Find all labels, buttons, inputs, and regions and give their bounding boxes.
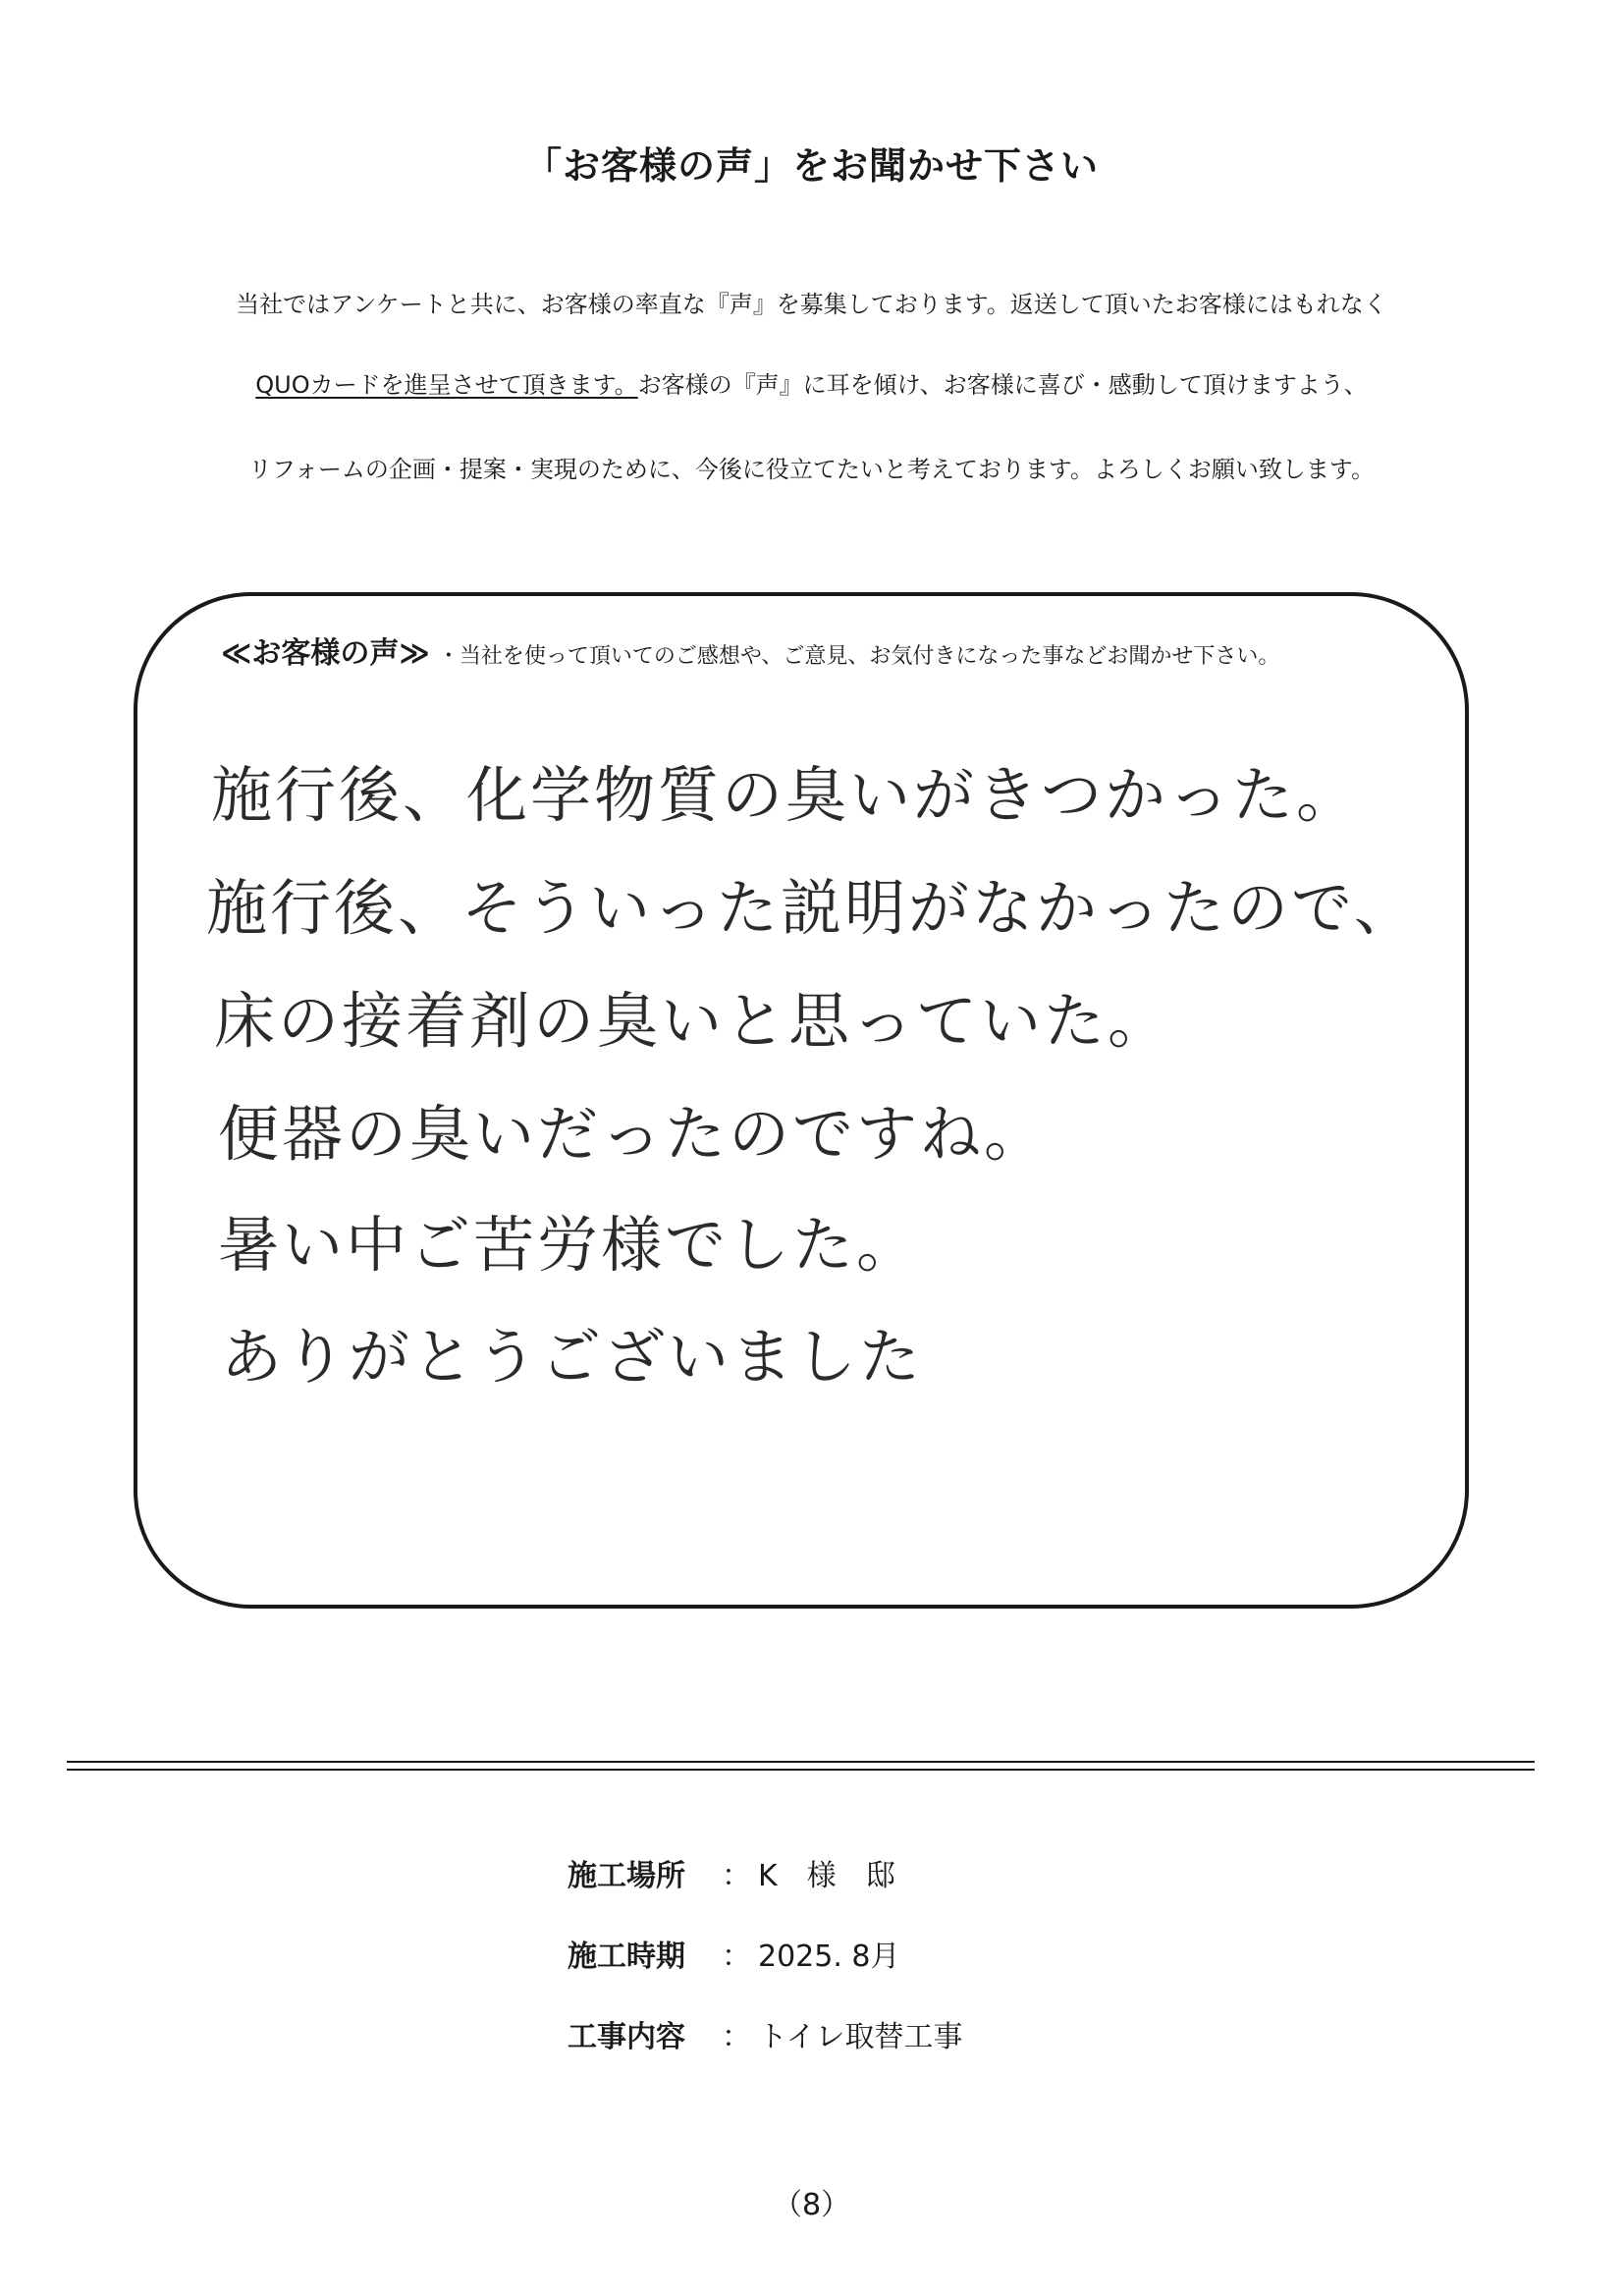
handwritten-line-5: 暑い中ご苦労様でした。 xyxy=(218,1209,921,1281)
location-colon: ： xyxy=(722,1859,751,1893)
location-label: 施工場所 xyxy=(568,1859,685,1893)
voice-instruction: ・当社を使って頂いてのご感想や、ご意見、お気付きになった事などお聞かせ下さい。 xyxy=(437,644,1280,669)
intro-line-1: 当社ではアンケートと共に、お客様の率直な『声』を募集しております。返送して頂いたお客様にはもれなく xyxy=(236,291,1387,318)
page-number: （8） xyxy=(772,2188,851,2222)
handwritten-line-4: 便器の臭いだったのですね。 xyxy=(218,1098,1049,1170)
period-colon: ： xyxy=(722,1940,751,1974)
content-colon: ： xyxy=(722,2020,751,2054)
voice-label: ≪お客様の声≫ xyxy=(221,636,430,671)
info-row-content xyxy=(568,2012,963,2093)
location-value: K 様 邸 xyxy=(758,1859,895,1893)
quo-card-offer: QUOカードを進呈させて頂きます。 xyxy=(255,371,638,399)
handwritten-line-2: 施行後、そういった説明がなかったので、 xyxy=(206,872,1418,944)
handwritten-line-3: 床の接着剤の臭いと思っていた。 xyxy=(214,985,1172,1057)
info-row-location xyxy=(568,1851,963,1932)
handwritten-line-1: 施行後、化学物質の臭いがきつかった。 xyxy=(211,759,1361,831)
content-label: 工事内容 xyxy=(568,2020,685,2054)
intro-line-2 xyxy=(0,365,1623,400)
intro-line-3: リフォームの企画・提案・実現のために、今後に役立てたいと考えております。よろしくお願い致します。 xyxy=(248,456,1375,483)
page-title: 「お客様の声」をお聞かせ下さい xyxy=(523,144,1099,188)
info-row-period xyxy=(568,1932,963,2012)
period-value: 2025. 8月 xyxy=(758,1940,900,1974)
content-value: トイレ取替工事 xyxy=(758,2020,963,2054)
divider-line-top xyxy=(67,1761,1535,1763)
voice-box-header xyxy=(221,629,1279,672)
construction-info xyxy=(568,1851,963,2093)
period-label: 施工時期 xyxy=(568,1940,685,1974)
handwritten-line-6: ありがとうございました xyxy=(221,1321,924,1393)
intro-line-2-rest: お客様の『声』に耳を傾け、お客様に喜び・感動して頂けますよう、 xyxy=(637,371,1368,399)
divider-line-bottom xyxy=(67,1769,1535,1771)
